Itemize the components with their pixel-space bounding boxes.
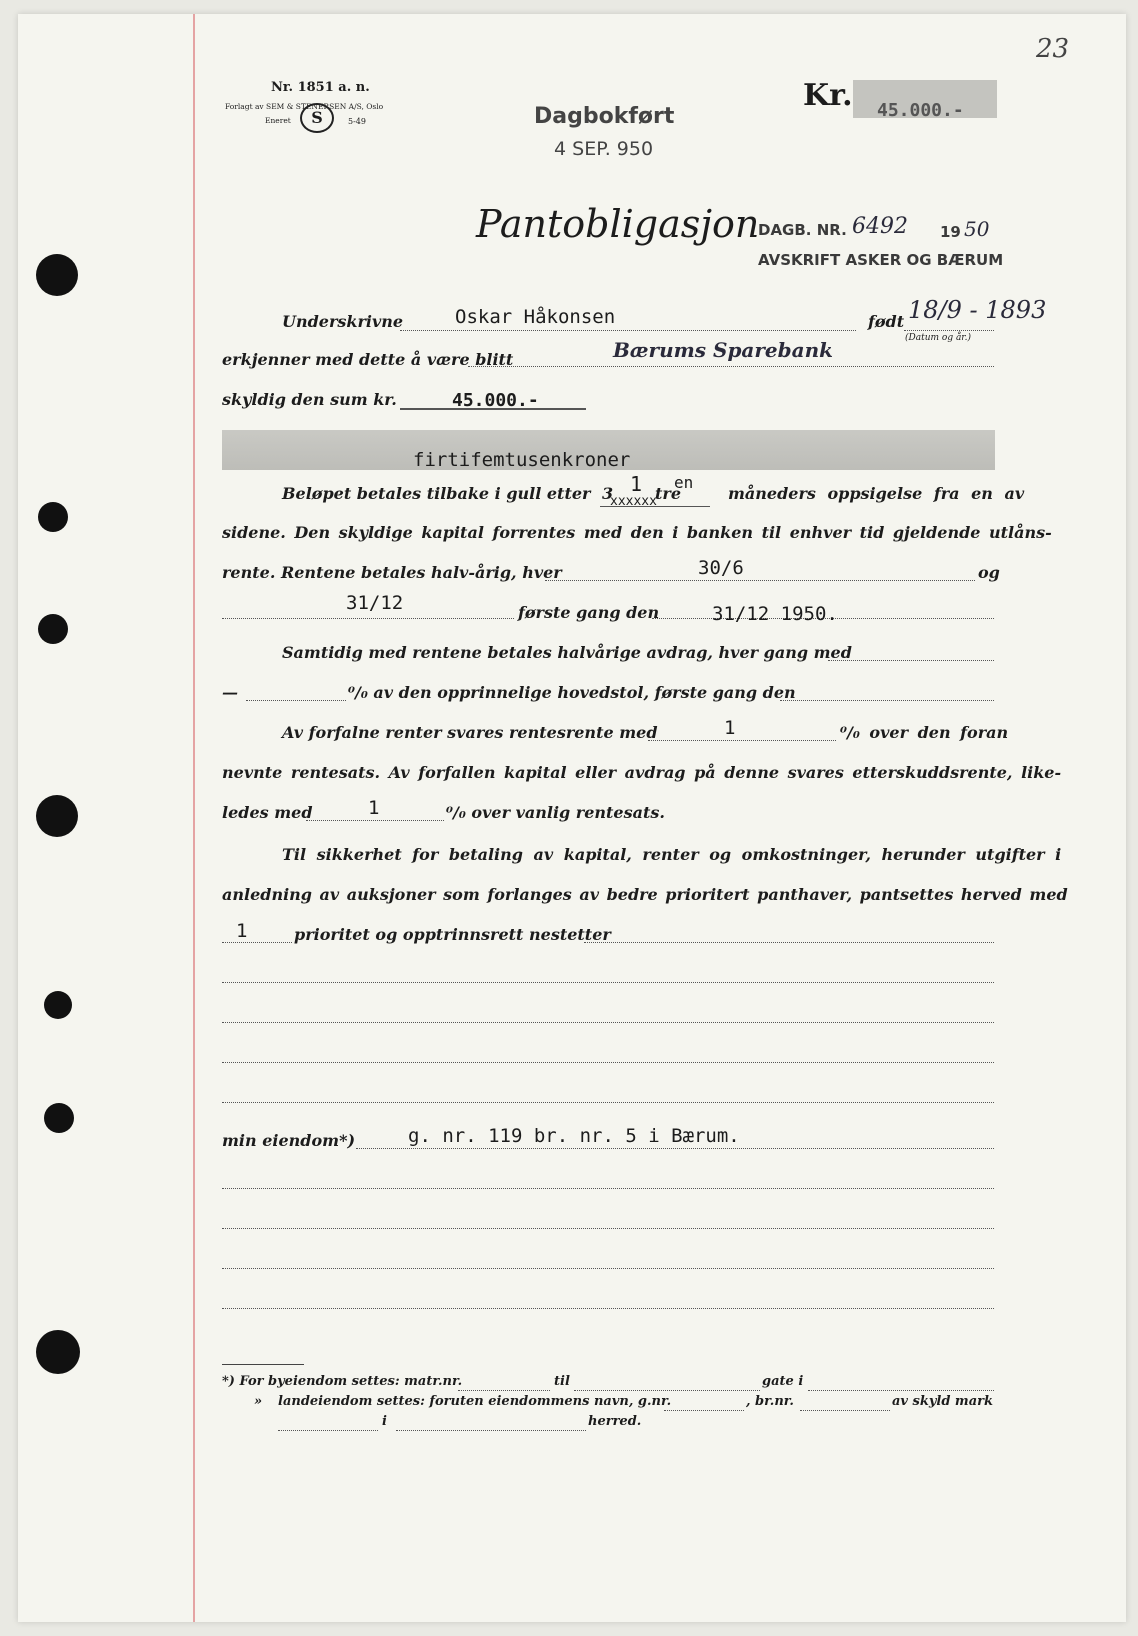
footnote-line-1b: til (554, 1374, 570, 1389)
body-line-3a: rente. Rentene betales halv-årig, hver (222, 563, 562, 582)
fodt-line (904, 330, 994, 331)
interest-date-b-line (222, 618, 514, 619)
body-line-11: anledning av auksjoner som forlanges av bedre prioritert panthaver, pantsettes herved med (222, 885, 1068, 904)
erkjenner-label: erkjenner med dette å være blitt (222, 350, 514, 369)
fodt-hint: (Datum og år.) (905, 333, 971, 343)
binder-hole (36, 254, 78, 296)
dagb-nr-value: 6492 (852, 214, 908, 239)
form-number: Nr. 1851 a. n. (271, 80, 370, 95)
footnote-line-2b: , br.nr. (746, 1394, 794, 1409)
dagb-year-value: 50 (964, 217, 990, 241)
blank-line (222, 1228, 994, 1229)
amount-words: firtifemtusenkroner (413, 449, 631, 471)
months-line (600, 506, 710, 507)
priority-value: 1 (236, 920, 248, 942)
footnote-gnr-line (664, 1410, 744, 1411)
skyldig-value: 45.000.- (452, 390, 539, 411)
interest-date-a: 30/6 (698, 557, 744, 579)
first-avdrag-line (780, 700, 994, 701)
publisher-line: Forlagt av SEM & STENERSEN A/S, Oslo (225, 102, 384, 111)
avskrift-stamp: AVSKRIFT ASKER OG BÆRUM (758, 251, 1004, 269)
rentesrente-value: 1 (724, 717, 736, 739)
interest-date-b: 31/12 (346, 592, 404, 614)
fodt-label: født (868, 312, 905, 331)
footnote-line-2c: av skyld mark (892, 1394, 993, 1409)
underskrivne-line (400, 330, 856, 331)
eiendom-value: g. nr. 119 br. nr. 5 i Bærum. (408, 1125, 740, 1147)
binder-hole (44, 991, 72, 1019)
blank-line (222, 1308, 994, 1309)
footnote-brnr-line (800, 1410, 890, 1411)
binder-hole (36, 1330, 80, 1374)
footnote-line-1a: *) For byeiendom settes: matr.nr. (222, 1374, 463, 1389)
body-line-6: ⁰/₀ av den opprinnelige hovedstol, første gang den (348, 683, 796, 702)
fraction-top: 1 (630, 472, 643, 496)
rentesrente-line (648, 740, 836, 741)
en-word: en (674, 473, 694, 492)
footnote-matr-line (458, 1390, 550, 1391)
percent-line (246, 700, 346, 701)
dagbokfort-date: 4 SEP. 950 (554, 138, 654, 160)
footnote-line-2a: landeiendom settes: foruten eiendommens navn, g.nr. (278, 1394, 672, 1409)
fraction-bottom: xxxxxx (610, 494, 657, 509)
etterskudd-value: 1 (368, 797, 380, 819)
eiendom-line (356, 1148, 994, 1149)
binder-hole (38, 502, 68, 532)
document-title: Pantobligasjon (476, 202, 760, 246)
page-number: 23 (1036, 34, 1070, 64)
priority-line (222, 942, 292, 943)
footnote-herred-line (396, 1430, 586, 1431)
kr-amount: 45.000.- (877, 100, 964, 121)
creditor-line (468, 366, 994, 367)
blank-line (222, 1102, 994, 1103)
nestetter-line (584, 942, 994, 943)
eiendom-label: min eiendom*) (222, 1131, 356, 1150)
kr-label: Kr. (803, 78, 853, 113)
blank-line (222, 1022, 994, 1023)
body-line-7b: ⁰/₀ over den foran (840, 723, 1009, 742)
dagb-nr-label: DAGB. NR. (758, 221, 847, 239)
blank-line (222, 1188, 994, 1189)
body-line-7a: Av forfalne renter svares rentesrente med (282, 723, 658, 742)
creditor-value: Bærums Sparebank (613, 338, 833, 362)
body-line-10: Til sikkerhet for betaling av kapital, renter og omkostninger, herunder utgifter i (282, 845, 1062, 864)
avdrag-line (828, 660, 994, 661)
footnote-mark-line (278, 1430, 378, 1431)
binder-hole (44, 1103, 74, 1133)
fodt-value: 18/9 - 1893 (908, 296, 1047, 324)
underskrivne-label: Underskrivne (282, 312, 404, 331)
first-time-value: 31/12 1950. (712, 603, 838, 625)
footnote-rule (222, 1364, 304, 1365)
binder-hole (36, 795, 78, 837)
footnote-gate-line (808, 1390, 994, 1391)
body-line-1b: måneders oppsigelse fra en av (728, 484, 1025, 503)
body-line-9a: ledes med (222, 803, 313, 822)
footnote-line-3a: i (382, 1414, 387, 1429)
blank-line (222, 1062, 994, 1063)
dash: — (222, 683, 238, 702)
binder-hole (38, 614, 68, 644)
body-line-5: Samtidig med rentene betales halvårige avdrag, hver gang med (282, 643, 852, 662)
footnote-til-line (574, 1390, 760, 1391)
red-margin-line (193, 14, 195, 1622)
footnote-bullet: » (254, 1394, 263, 1409)
skyldig-label: skyldig den sum kr. (222, 390, 397, 409)
months-value: 3 (602, 484, 614, 503)
footnote-line-3b: herred. (588, 1414, 642, 1429)
tre-word: tre (655, 484, 681, 503)
dagbokfort-stamp: Dagbokført (534, 104, 675, 129)
publisher-eneret: Eneret (265, 116, 291, 125)
body-line-9b: ⁰/₀ over vanlig rentesats. (446, 803, 665, 822)
og-word: og (978, 563, 1000, 582)
dagb-year-label: 19 (940, 223, 961, 241)
blank-line (222, 982, 994, 983)
publisher-logo: S (300, 103, 334, 133)
etterskudd-line (306, 820, 444, 821)
body-line-8: nevnte rentesats. Av forfallen kapital eller avdrag på denne svares etterskuddsrente, like- (222, 763, 1062, 782)
interest-date-line (545, 580, 975, 581)
body-line-12: prioritet og opptrinnsrett nestetter (294, 925, 611, 944)
body-line-2: sidene. Den skyldige kapital forrentes med den i banken til enhver tid gjeldende utlåns- (222, 523, 1052, 542)
underskrivne-value: Oskar Håkonsen (455, 306, 616, 328)
first-time-label: første gang den (518, 603, 660, 622)
body-line-1a: Beløpet betales tilbake i gull etter (282, 484, 591, 503)
blank-line (222, 1268, 994, 1269)
publisher-code: 5-49 (348, 117, 366, 126)
footnote-line-1c: gate i (762, 1374, 804, 1389)
